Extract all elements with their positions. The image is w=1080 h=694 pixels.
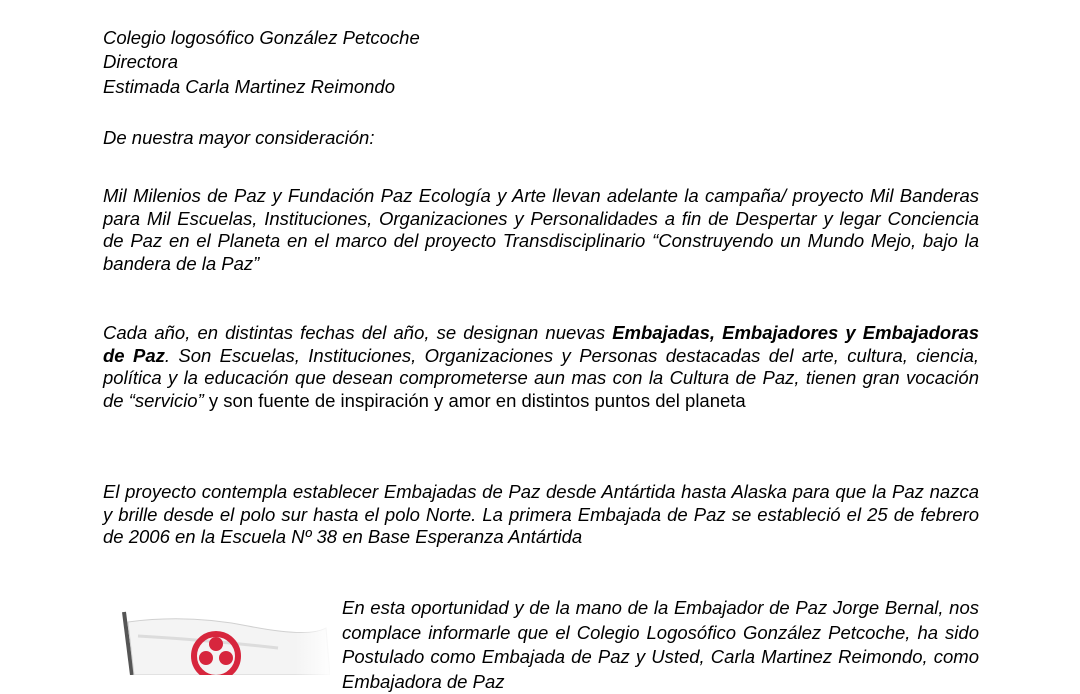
paragraph-campaign: Mil Milenios de Paz y Fundación Paz Ecología y Arte llevan adelante la campaña/ proyecto Mil Banderas para Mil Escuelas, Instituciones, Organizaciones y Personalidades a fin de Despertar y legar Conciencia de Paz en el Planeta en el marco del proyecto Transdisciplinario “Construyendo un Mundo Mejo, bajo la bandera de la Paz” bbox=[103, 185, 979, 274]
paragraph-embassies-bold: Embajadas, Embajadores y Embajadoras de Paz bbox=[103, 322, 979, 366]
salutation: De nuestra mayor consideración: bbox=[103, 127, 375, 148]
peace-flag-image bbox=[98, 596, 330, 675]
recipient-title: Directora bbox=[103, 51, 179, 72]
paragraph-embassies-quote: “servicio” bbox=[128, 389, 204, 411]
paragraph-embassies-intro: Cada año, en distintas fechas del año, se designan nuevas bbox=[103, 322, 613, 343]
paragraph-project: El proyecto contempla establecer Embajadas de Paz desde Antártida hasta Alaska para que la Paz nazca y brille desde el polo sur hasta el polo Norte. La primera Embajada de Paz se estableció el 25 de febrero de 2006 en la Escuela Nº 38 en Base Esperanza Antártida bbox=[103, 481, 979, 547]
recipient-institution: Colegio logosófico González Petcoche bbox=[103, 27, 420, 48]
peace-flag-icon bbox=[98, 596, 330, 675]
paragraph-embassies-middle: . Son Escuelas, Instituciones, Organizaciones y Personas destacadas del arte, cultura, ciencia, política y la educación que desean comprometerse aun mas con la Cultura de Paz, tienen gran vocación de bbox=[103, 344, 979, 411]
paragraph-nomination: En esta oportunidad y de la mano de la Embajador de Paz Jorge Bernal, nos complace informarle que el Colegio Logosófico González Petcoche, ha sido Postulado como Embajada de Paz y Usted, Carla Martinez Reimondo, como Embajadora de Paz bbox=[342, 597, 979, 692]
paragraph-embassies-end: y son fuente de inspiración y amor en distintos puntos del planeta bbox=[203, 389, 746, 411]
recipient-name: Estimada Carla Martinez Reimondo bbox=[103, 76, 396, 97]
paragraph-embassies bbox=[103, 322, 979, 412]
